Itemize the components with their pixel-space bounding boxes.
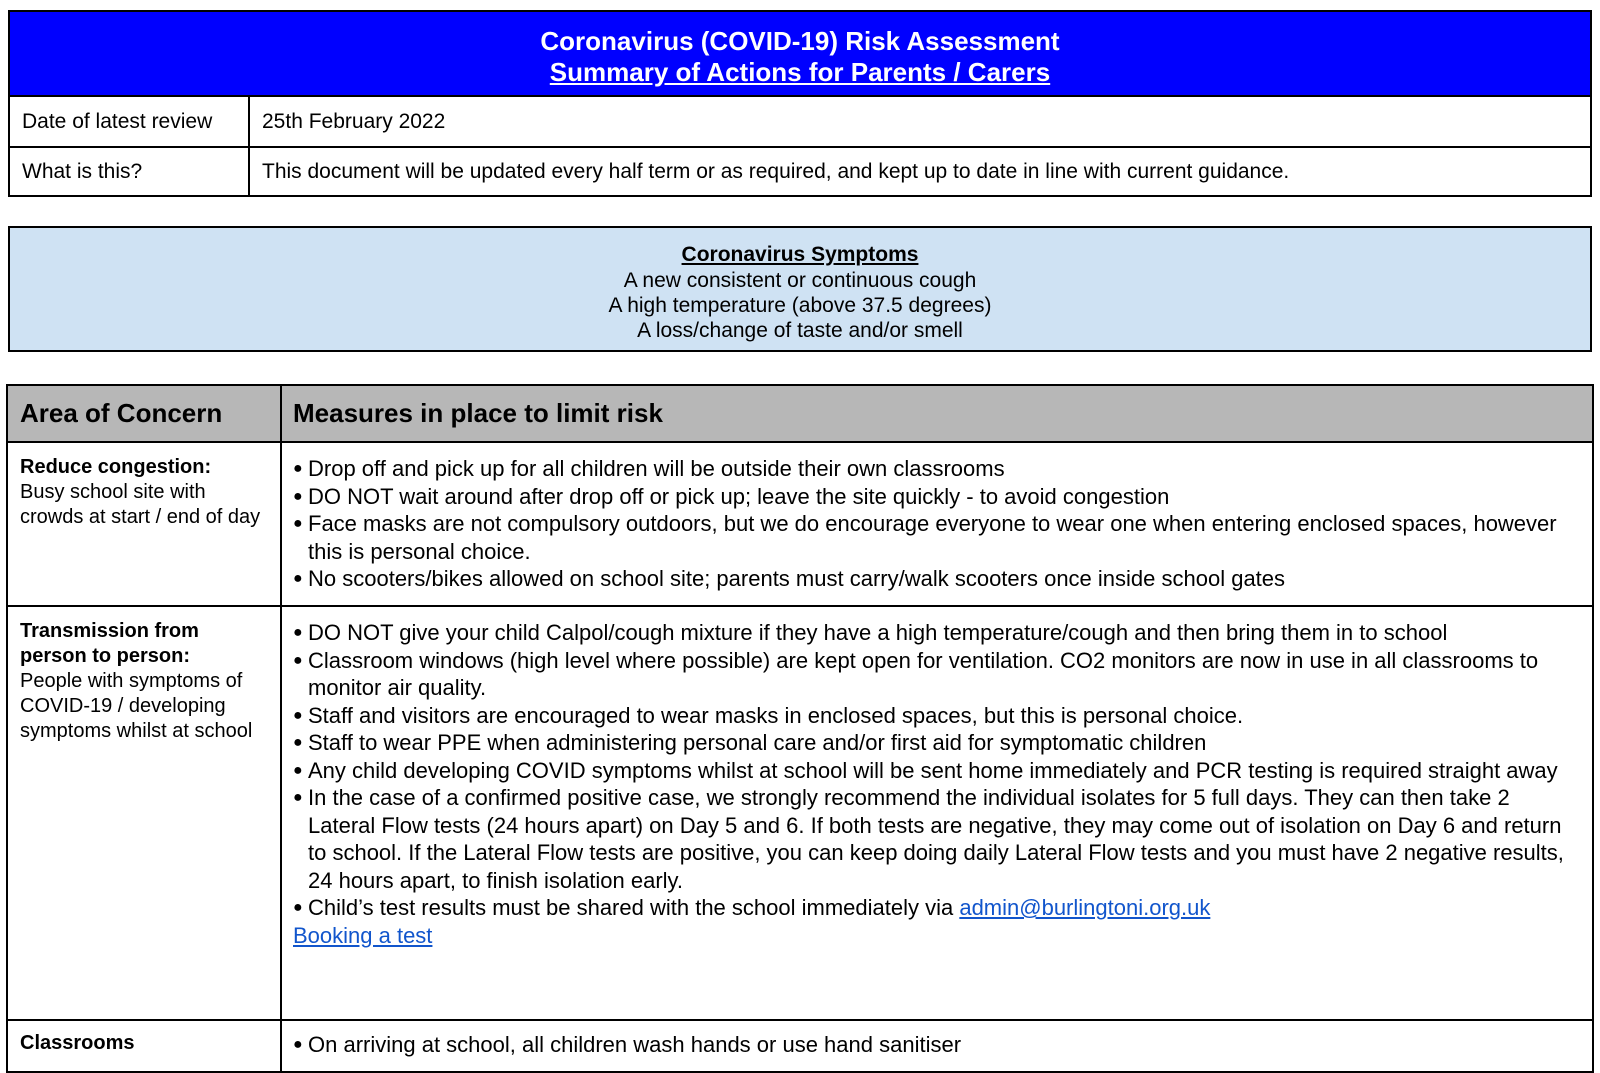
measure-item (293, 757, 1582, 785)
measure-item (293, 455, 1582, 483)
bullet-icon: ● (293, 624, 303, 641)
bullet-icon: ● (293, 789, 303, 806)
measure-text: Staff to wear PPE when administering personal care and/or first aid for symptomatic children (308, 730, 1207, 755)
measure-item (293, 647, 1582, 702)
review-date-value: 25th February 2022 (262, 109, 446, 133)
measure-text: Face masks are not compulsory outdoors, but we do encourage everyone to wear one when entering enclosed spaces, however this is personal choice. (308, 511, 1557, 564)
document-subtitle: Summary of Actions for Parents / Carers (549, 57, 1051, 87)
symptom-taste-smell: A loss/change of taste and/or smell (637, 319, 963, 342)
area-title: Reduce congestion: (20, 456, 212, 478)
info-row-review-date (10, 97, 1590, 146)
measure-text: Child’s test results must be shared with the school immediately via (308, 895, 960, 920)
bullet-icon: ● (293, 570, 303, 587)
measure-text: On arriving at school, all children wash hands or use hand sanitiser (308, 1032, 962, 1057)
area-description: Busy school site with crowds at start / end of day (20, 481, 261, 528)
measure-text: Staff and visitors are encouraged to wear masks in enclosed spaces, but this is personal choice. (308, 702, 1244, 728)
measure-item (293, 510, 1582, 565)
measure-item (293, 729, 1582, 757)
concern-table (6, 384, 1594, 1073)
review-date-label: Date of latest review (10, 97, 250, 146)
header-banner (10, 12, 1590, 97)
bullet-icon: ● (293, 734, 303, 751)
symptoms-title: Coronavirus Symptoms (681, 243, 919, 266)
table-row-congestion (8, 441, 1592, 605)
bullet-icon: ● (293, 460, 303, 477)
symptoms-box (8, 226, 1592, 352)
measures-cell (282, 607, 1592, 1019)
area-title: Transmission from person to person: (20, 620, 199, 667)
email-link[interactable]: admin@burlingtoni.org.uk (959, 895, 1211, 920)
area-description: People with symptoms of COVID-19 / developing symptoms whilst at school (20, 670, 253, 742)
bullet-icon: ● (293, 1036, 303, 1053)
info-row-what-is-this (10, 146, 1590, 195)
measure-item (293, 894, 1582, 922)
area-cell (8, 1021, 282, 1071)
header-table (8, 10, 1592, 197)
symptom-temperature: A high temperature (above 37.5 degrees) (608, 294, 992, 317)
measure-text: No scooters/bikes allowed on school site; parents must carry/walk scooters once inside school gates (308, 566, 1286, 591)
document-title: Coronavirus (COVID-19) Risk Assessment (540, 26, 1060, 56)
table-row-transmission (8, 605, 1592, 1019)
measure-item (293, 565, 1582, 593)
measure-text: Any child developing COVID symptoms whilst at school will be sent home immediately and PCR testing is required straight away (308, 757, 1558, 783)
measure-text: DO NOT give your child Calpol/cough mixture if they have a high temperature/cough and then bring them in to school (308, 620, 1448, 645)
bullet-icon: ● (293, 487, 303, 505)
measure-item (293, 483, 1582, 511)
area-cell (8, 443, 282, 605)
measure-text: Drop off and pick up for all children will be outside their own classrooms (308, 456, 1005, 481)
measure-text: Classroom windows (high level where possible) are kept open for ventilation. CO2 monitors are now in use in all classrooms to monitor air quality. (308, 647, 1539, 700)
measures-cell (282, 1021, 1592, 1071)
bullet-icon: ● (293, 651, 303, 669)
symptom-cough: A new consistent or continuous cough (623, 269, 977, 292)
bullet-icon: ● (293, 515, 303, 532)
bullet-icon: ● (293, 761, 303, 779)
what-is-this-label: What is this? (10, 148, 250, 195)
measure-text: DO NOT wait around after drop off or pick up; leave the site quickly - to avoid congestion (308, 483, 1170, 509)
measure-text: In the case of a confirmed positive case, we strongly recommend the individual isolates for 5 full days. They can then take 2 Lateral Flow tests (24 hours apart) on Day 5 and 6. If both tests are negative, they may come out of isolation on Day 6 and return to school. If the Lateral Flow tests are positive, you can keep doing daily Lateral Flow tests and you must have 2 negative results, 24 hours apart, to finish isolation early. (308, 785, 1564, 893)
measure-item (293, 702, 1582, 730)
area-title: Classrooms (20, 1032, 135, 1054)
header-area-of-concern: Area of Concern (8, 386, 282, 441)
bullet-icon: ● (293, 706, 303, 724)
header-measures: Measures in place to limit risk (293, 398, 663, 428)
booking-test-link[interactable]: Booking a test (293, 922, 433, 948)
bullet-icon: ● (293, 899, 303, 916)
measure-item (293, 784, 1582, 894)
table-row-classrooms (8, 1019, 1592, 1071)
table-header-row (8, 386, 1592, 441)
what-is-this-value: This document will be updated every half term or as required, and kept up to date in line with current guidance. (262, 159, 1290, 183)
measure-item (293, 619, 1582, 647)
area-cell (8, 607, 282, 1019)
measure-item (293, 1031, 1582, 1059)
measures-cell (282, 443, 1592, 605)
